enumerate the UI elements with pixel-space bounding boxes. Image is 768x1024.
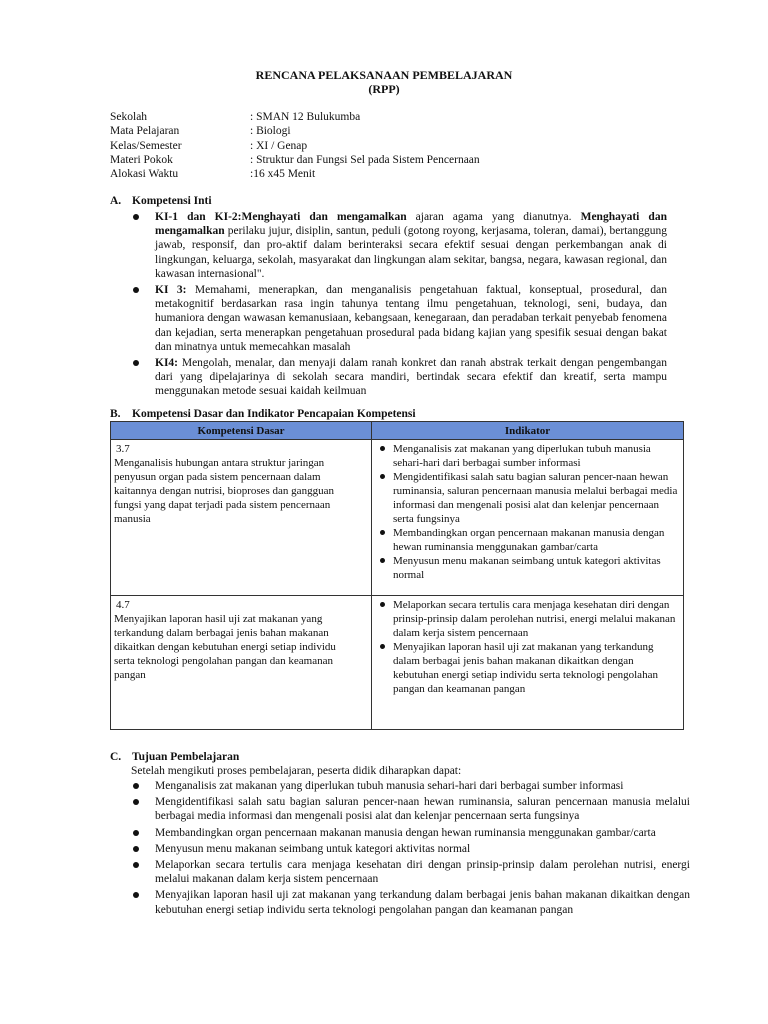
bullet-icon xyxy=(380,474,385,479)
kd-text: Menyajikan laporan hasil uji zat makanan yang terkandung dalam berbagai jenis bahan makanan dikaitkan dengan kebutuhan energi setiap individu serta teknologi pengolahan pangan dan keamanan pangan xyxy=(114,613,336,681)
indikator-text: Membandingkan organ pencernaan makanan manusia dengan hewan ruminansia menggunakan gambar/carta xyxy=(393,527,665,553)
identity-row xyxy=(110,153,480,167)
kd-cell xyxy=(111,440,372,596)
column-header-kd: Kompetensi Dasar xyxy=(111,422,372,440)
item-text: ajaran agama yang dianutnya. xyxy=(406,211,581,223)
list-item xyxy=(393,442,680,470)
document-subtitle: (RPP) xyxy=(368,82,400,96)
bullet-icon xyxy=(133,783,139,789)
indikator-cell xyxy=(372,440,684,596)
identity-row xyxy=(110,139,480,153)
indikator-text: Melaporkan secara tertulis cara menjaga kesehatan diri dengan prinsip-prinsip dalam perolehan nutrisi, energi melalui makanan dalam kerja sistem pencernaan xyxy=(393,599,676,639)
bullet-icon xyxy=(133,287,139,293)
item-text: Memahami, menerapkan, dan menganalisis pengetahuan faktual, konseptual, prosedural, dan metakognitif berdasarkan rasa ingin tahunya tentang ilmu pengetahuan, teknologi, seni, budaya, dan humaniora dengan wawasan kemanusiaan, kebangsaan, kenegaraan, dan peradaban terkait penyebab fenomena dan kejadian, serta menerapkan pengetahuan prosedural pada bidang kajian yang spesifik sesuai dengan bakat dan minatnya untuk memecahkan masalah xyxy=(155,284,667,353)
bullet-icon xyxy=(380,530,385,535)
list-item xyxy=(155,283,667,354)
indikator-text: Mengidentifikasi salah satu bagian saluran pencer-naan hewan ruminansia, saluran pencernaan manusia melalui berbagai media informasi dan mengenali posisi alat dan kelenjar pencernaan serta fungsinya xyxy=(393,471,678,525)
section-title: Kompetensi Dasar dan Indikator Pencapaian Kompetensi xyxy=(132,408,416,420)
table-row xyxy=(111,596,684,730)
list-item xyxy=(155,858,690,886)
tujuan-intro: Setelah mengikuti proses pembelajaran, peserta didik diharapkan dapat: xyxy=(131,765,462,777)
identity-block xyxy=(110,110,480,181)
tujuan-text: Mengidentifikasi salah satu bagian saluran pencer-naan hewan ruminansia, saluran pencernaan manusia melalui berbagai media informasi dan mengenali posisi alat dan kelenjar pencernaan serta fungsinya xyxy=(155,796,690,823)
section-c-heading xyxy=(110,750,239,764)
bullet-icon xyxy=(133,862,139,868)
bullet-icon xyxy=(380,602,385,607)
list-item xyxy=(393,598,680,640)
bullet-icon xyxy=(380,558,385,563)
table-header-row xyxy=(111,422,684,440)
tujuan-text: Membandingkan organ pencernaan makanan manusia dengan hewan ruminansia menggunakan gambar/carta xyxy=(155,826,656,839)
item-head: KI4: xyxy=(155,357,178,370)
bullet-icon xyxy=(133,846,139,852)
identity-row xyxy=(110,110,480,124)
list-item xyxy=(155,210,667,281)
bullet-icon xyxy=(133,214,139,220)
table-row xyxy=(111,440,684,596)
tujuan-list xyxy=(155,779,690,917)
identity-key: Materi Pokok xyxy=(110,153,173,166)
identity-key: Mata Pelajaran xyxy=(110,125,180,138)
document-title: RENCANA PELAKSANAAN PEMBELAJARAN xyxy=(255,68,513,82)
section-letter: A. xyxy=(110,195,122,207)
bullet-icon xyxy=(133,830,139,836)
bullet-icon xyxy=(380,644,385,649)
item-head: KI 3: xyxy=(155,284,187,297)
section-a-heading xyxy=(110,194,212,208)
indikator-text: Menganalisis zat makanan yang diperlukan tubuh manusia sehari-hari dari berbagai sumber informasi xyxy=(393,443,651,469)
indikator-list xyxy=(375,598,680,696)
kd-cell xyxy=(111,596,372,730)
section-title: Tujuan Pembelajaran xyxy=(132,751,240,763)
identity-key: Sekolah xyxy=(110,111,148,123)
list-item xyxy=(393,640,680,696)
item-text: Mengolah, menalar, dan menyaji dalam ranah konkret dan ranah abstrak terkait dengan pengembangan dari yang dipelajarinya di sekolah secara mandiri, bertindak secara efektif dan kreatif, serta mampu menggunakan metode sesuai kaidah keilmuan xyxy=(155,357,667,398)
list-item xyxy=(393,554,680,582)
list-item xyxy=(155,779,690,793)
kd-text: Menganalisis hubungan antara struktur jaringan penyusun organ pada sistem pencernaan dalam kaitannya dengan nutrisi, bioproses dan gangguan fungsi yang dapat terjadi pada sistem pencernaan manusia xyxy=(114,457,334,525)
item-text: perilaku jujur, disiplin, santun, peduli (gotong royong, kerjasama, toleran, damai), bertanggung jawab, responsif, dan pro-aktif dalam berinteraksi secara efektif sesuai dengan perkembangan anak di lingkungan, keluarga, sekolah, masyarakat dan lingkungan alam sekitar, bangsa, negara, kawasan regional, dan kawasan internasional". xyxy=(155,225,667,280)
identity-value: :16 x45 Menit xyxy=(250,168,316,181)
identity-value: : XI / Genap xyxy=(250,139,308,152)
section-letter: B. xyxy=(110,408,121,420)
identity-value: : Biologi xyxy=(250,125,291,138)
tujuan-text: Menyajikan laporan hasil uji zat makanan yang terkandung dalam berbagai jenis bahan makanan dikaitkan dengan kebutuhan energi setiap individu serta teknologi pengolahan pangan dan keamanan pangan xyxy=(155,889,690,916)
list-item xyxy=(155,842,690,856)
item-head: KI-1 dan KI-2:Menghayati dan mengamalkan xyxy=(155,211,407,223)
list-item xyxy=(155,795,690,823)
identity-key: Alokasi Waktu xyxy=(110,168,179,181)
indikator-text: Menyajikan laporan hasil uji zat makanan yang terkandung dalam berbagai jenis bahan makanan dikaitkan dengan kebutuhan energi setiap individu serta teknologi pengolahan pangan dan keamanan pangan xyxy=(393,641,658,695)
kd-number: 4.7 xyxy=(116,599,130,611)
tujuan-text: Melaporkan secara tertulis cara menjaga kesehatan diri dengan prinsip-prinsip dalam perolehan nutrisi, energi melalui makanan dalam kerja sistem pencernaan xyxy=(155,859,690,886)
bullet-icon xyxy=(133,799,139,805)
list-item xyxy=(155,356,667,399)
item-emphasis: Menghayati dan mengamalkan xyxy=(155,211,667,238)
bullet-icon xyxy=(133,892,139,898)
bullet-icon xyxy=(133,360,139,366)
column-header-indikator: Indikator xyxy=(372,422,684,440)
indikator-cell xyxy=(372,596,684,730)
list-item xyxy=(393,470,680,526)
indikator-text: Menyusun menu makanan seimbang untuk kategori aktivitas normal xyxy=(393,555,661,581)
identity-row xyxy=(110,124,480,138)
section-title: Kompetensi Inti xyxy=(132,195,212,207)
section-b-heading xyxy=(110,407,416,421)
identity-value: : Struktur dan Fungsi Sel pada Sistem Pencernaan xyxy=(250,153,480,166)
list-item xyxy=(155,888,690,916)
kompetensi-inti-list xyxy=(155,210,667,399)
bullet-icon xyxy=(380,446,385,451)
kd-number: 3.7 xyxy=(116,443,130,455)
identity-row xyxy=(110,167,480,181)
identity-value: : SMAN 12 Bulukumba xyxy=(250,111,361,123)
list-item xyxy=(155,826,690,840)
section-letter: C. xyxy=(110,751,122,763)
indikator-list xyxy=(375,442,680,582)
tujuan-text: Menyusun menu makanan seimbang untuk kategori aktivitas normal xyxy=(155,842,471,855)
kompetensi-table xyxy=(110,421,684,730)
identity-key: Kelas/Semester xyxy=(110,139,182,152)
tujuan-text: Menganalisis zat makanan yang diperlukan tubuh manusia sehari-hari dari berbagai sumber informasi xyxy=(155,780,624,792)
list-item xyxy=(393,526,680,554)
